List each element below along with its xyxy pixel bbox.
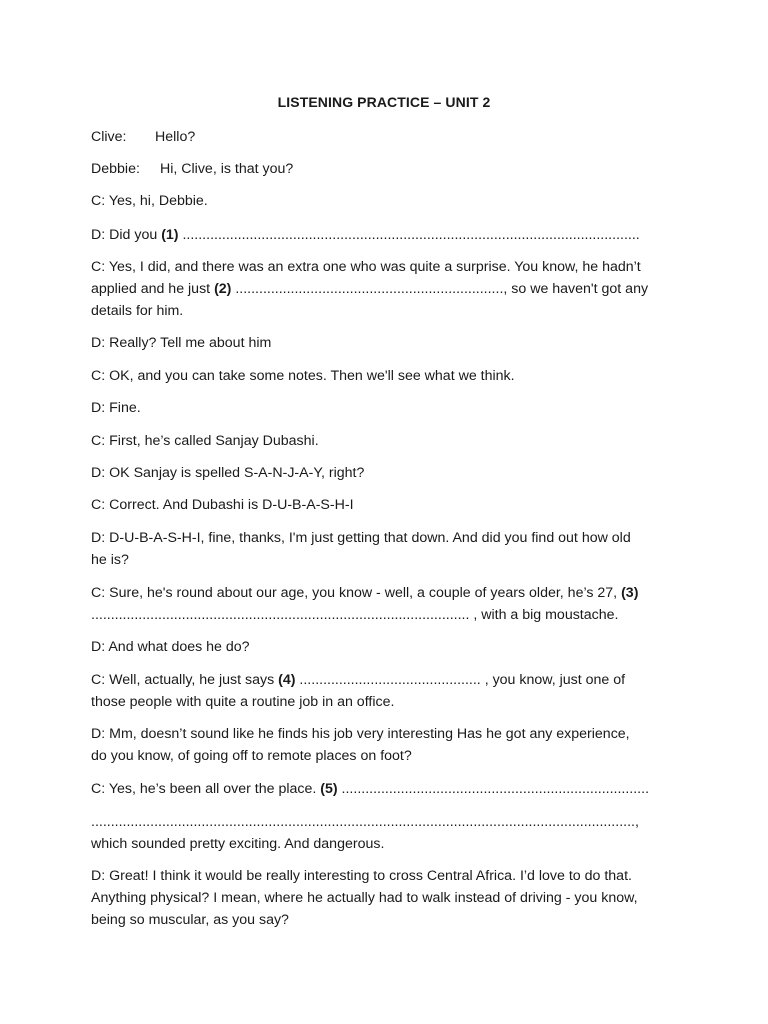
dialogue-line: being so muscular, as you say? (91, 912, 289, 928)
gap-number: (2) (214, 281, 232, 297)
dialogue-line: which sounded pretty exciting. And dangerous. (91, 836, 385, 852)
dialogue-line: D: Mm, doesn’t sound like he finds his job very interesting Has he got any experience, (91, 726, 630, 742)
dialogue-line (91, 158, 691, 180)
answer-blank: .................................................................................................................... (178, 227, 640, 243)
answer-blank: ...................................................................., so we haven't got any (231, 281, 649, 297)
dialogue-line: C: Yes, I did, and there was an extra one who was quite a surprise. You know, he hadn’t (91, 259, 641, 275)
dialogue-line: C: First, he’s called Sanjay Dubashi. (91, 433, 319, 449)
dialogue-text: C: Sure, he's round about our age, you know - well, a couple of years older, he’s 27, (91, 585, 622, 601)
dialogue-line (91, 582, 691, 604)
dialogue-line (91, 126, 691, 148)
dialogue-text: Hello? (155, 129, 196, 145)
dialogue-line: C: Correct. And Dubashi is D-U-B-A-S-H-I (91, 497, 354, 513)
answer-blank: ................................................................................................ , with a big moustache. (91, 607, 619, 623)
gap-number: (5) (320, 781, 338, 797)
dialogue-line: D: Great! I think it would be really interesting to cross Central Africa. I’d love to do that. (91, 868, 632, 884)
gap-number: (4) (278, 672, 296, 688)
gap-number: (3) (621, 585, 639, 601)
dialogue-line: D: OK Sanjay is spelled S-A-N-J-A-Y, right? (91, 465, 365, 481)
dialogue-line (91, 669, 691, 691)
dialogue-line: Anything physical? I mean, where he actually had to walk instead of driving - you know, (91, 890, 638, 906)
dialogue-line: D: Really? Tell me about him (91, 335, 272, 351)
dialogue-line (91, 778, 691, 800)
dialogue-text: D: Did you (91, 227, 162, 243)
page-title: LISTENING PRACTICE – UNIT 2 (277, 94, 491, 110)
dialogue-line: D: D-U-B-A-S-H-I, fine, thanks, I'm just getting that down. And did you find out how old (91, 530, 631, 546)
dialogue-text: C: Yes, he’s been all over the place. (91, 781, 321, 797)
dialogue-line: D: Fine. (91, 400, 141, 416)
dialogue-line: D: And what does he do? (91, 639, 250, 655)
speaker-label: Debbie: (91, 161, 140, 177)
dialogue-line: C: OK, and you can take some notes. Then we'll see what we think. (91, 368, 515, 384)
dialogue-line: details for him. (91, 303, 184, 319)
dialogue-line (91, 278, 691, 300)
speaker-label: Clive: (91, 129, 127, 145)
dialogue-line: do you know, of going off to remote places on foot? (91, 748, 412, 764)
dialogue-line (91, 224, 691, 246)
dialogue-line: those people with quite a routine job in an office. (91, 694, 395, 710)
dialogue-text: C: Well, actually, he just says (91, 672, 279, 688)
dialogue-line: he is? (91, 552, 129, 568)
gap-number: (1) (161, 227, 179, 243)
dialogue-text: applied and he just (91, 281, 215, 297)
answer-blank: .........................................................................................................................................., (91, 814, 639, 830)
dialogue-line: C: Yes, hi, Debbie. (91, 193, 208, 209)
answer-blank: .............................................................................. (337, 781, 650, 797)
dialogue-text: Hi, Clive, is that you? (160, 161, 294, 177)
answer-blank: .............................................. , you know, just one of (295, 672, 626, 688)
